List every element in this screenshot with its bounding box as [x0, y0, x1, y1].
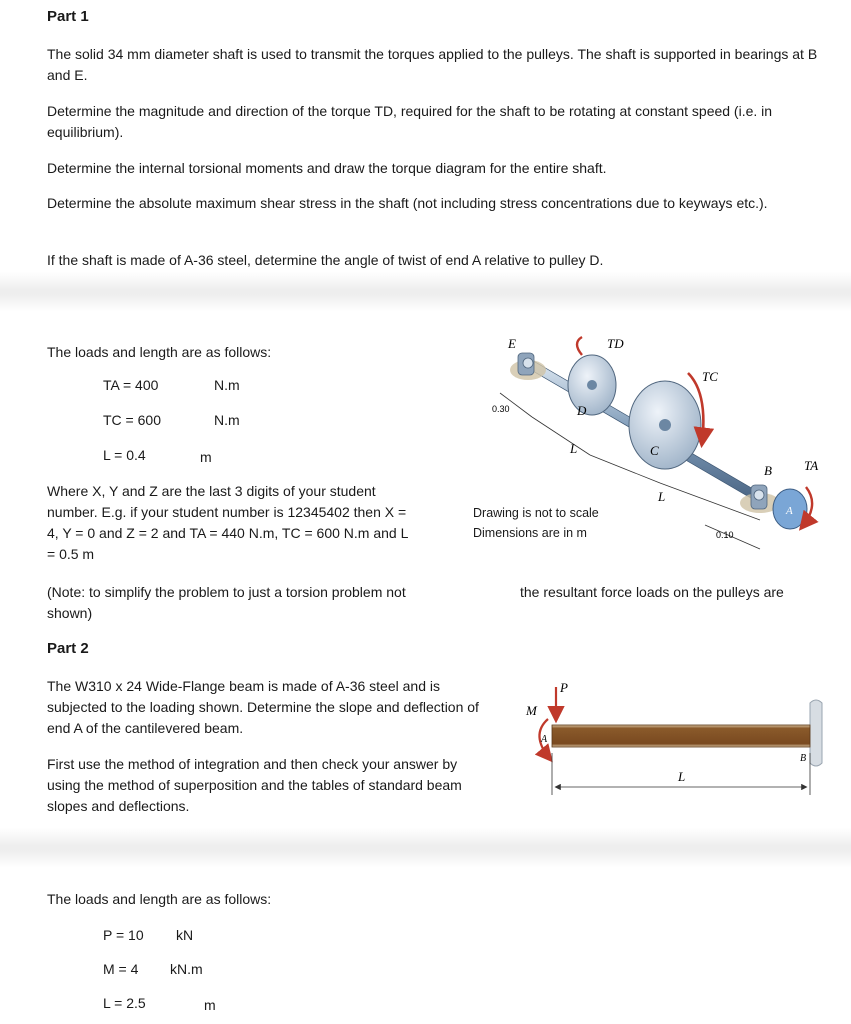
cantilever-beam-figure [510, 675, 840, 805]
load-p-unit: kN [176, 927, 194, 943]
label-ta: TA [804, 458, 819, 473]
label-p: P [560, 680, 568, 695]
simplify-note-left: (Note: to simplify the problem to just a torsion problem not shown) [47, 584, 406, 621]
load-m-unit: kN.m [170, 961, 203, 977]
part1-paragraph-1: The solid 34 mm diameter shaft is used to transmit the torques applied to the pulleys. The shaft is supported in bearings at B and E. [47, 46, 818, 83]
part2-heading: Part 2 [47, 640, 89, 657]
part1-paragraph-4: Determine the absolute maximum shear stress in the shaft (not including stress concentrations due to keyways etc.). [47, 195, 768, 211]
load-l-unit: m [200, 449, 212, 465]
figure1-note-scale: Drawing is not to scale [473, 506, 599, 520]
wide-flange-beam [552, 725, 810, 747]
load-l2-unit: m [204, 997, 216, 1013]
load-ta-value: TA = 400 [103, 377, 159, 393]
pulley-c [629, 373, 703, 469]
load-l-value: L = 0.4 [103, 447, 146, 463]
part2-paragraph-1: The W310 x 24 Wide-Flange beam is made of A-36 steel and is subjected to the loading shown. Determine the slope and deflection of end A of the cantilevered beam. [47, 678, 479, 736]
student-number-note: Where X, Y and Z are the last 3 digits of your student number. E.g. if your student number is 12345402 then X = 4, Y = 0 and Z = 2 and TA = 440 N.m, TC = 600 N.m and L = 0.5 m [47, 483, 408, 562]
scan-shadow-strip-2 [0, 828, 851, 868]
scan-shadow-strip [0, 272, 851, 312]
part1-paragraph-5: If the shaft is made of A-36 steel, determine the angle of twist of end A relative to pulley D. [47, 252, 604, 268]
bearing-e [510, 353, 546, 380]
label-td: TD [607, 336, 624, 351]
label-b: B [764, 463, 772, 478]
load-tc-value: TC = 600 [103, 412, 161, 428]
label-beam-b: B [800, 753, 807, 764]
part1-paragraph-3: Determine the internal torsional moments and draw the torque diagram for the entire shaft. [47, 160, 607, 176]
label-beam-l: L [678, 769, 686, 784]
label-a: A [786, 505, 793, 517]
load-p-value: P = 10 [103, 927, 144, 943]
dim-010: 0.10 [716, 530, 734, 540]
label-l-second: L [658, 489, 666, 504]
dim-030: 0.30 [492, 404, 510, 414]
part2-loads-intro: The loads and length are as follows: [47, 891, 272, 907]
shaft-pulley-figure [470, 325, 840, 550]
label-c: C [650, 443, 659, 458]
load-l2-value: L = 2.5 [103, 995, 146, 1011]
part1-loads-intro: The loads and length are as follows: [47, 344, 272, 360]
label-d: D [577, 403, 587, 418]
label-l-first: L [570, 441, 578, 456]
simplify-note-right: the resultant force loads on the pulleys are [520, 584, 784, 600]
load-ta-unit: N.m [214, 377, 240, 393]
part1-paragraph-2: Determine the magnitude and direction of the torque TD, required for the shaft to be rotating at constant speed (i.e. in equilibrium). [47, 103, 773, 140]
label-m: M [526, 703, 537, 718]
load-m-value: M = 4 [103, 961, 139, 977]
figure1-note-units: Dimensions are in m [473, 526, 587, 540]
label-e: E [508, 336, 516, 351]
part1-heading: Part 1 [47, 8, 89, 25]
load-tc-unit: N.m [214, 412, 240, 428]
wall-support [810, 700, 822, 766]
label-tc: TC [702, 369, 718, 384]
part2-paragraph-2: First use the method of integration and then check your answer by using the method of superposition and the tables of standard beam slopes and deflections. [47, 756, 462, 814]
label-beam-a: A [541, 734, 548, 745]
